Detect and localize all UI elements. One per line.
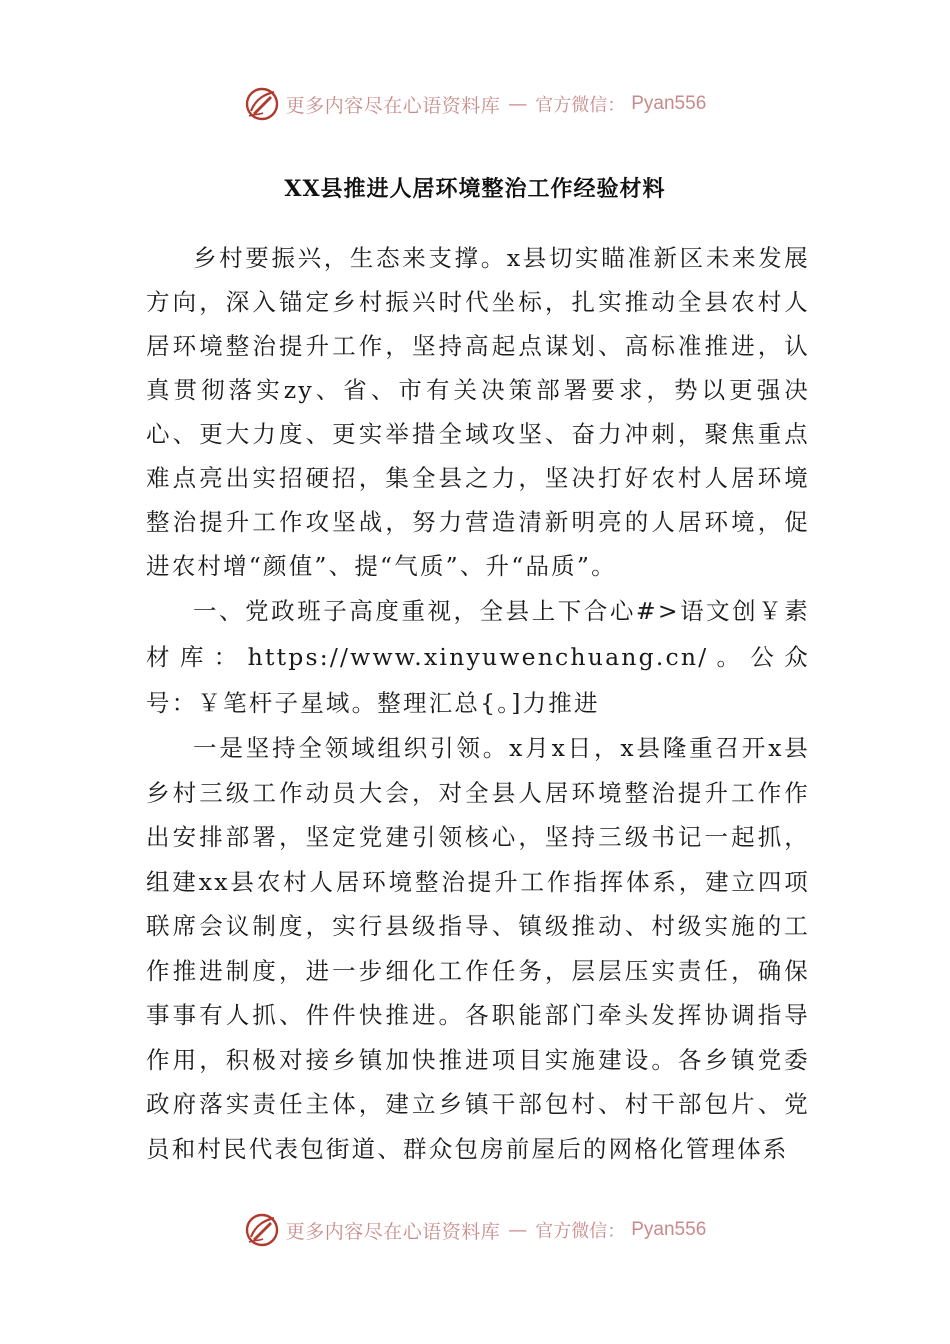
- pen-logo-icon: [244, 86, 280, 122]
- banner-dash: —: [508, 93, 528, 115]
- section-heading: 一、党政班子高度重视，全县上下合心#>语文创￥素材库：https://www.xinyuwenchuang.cn/。公众号：￥笔杆子星域。整理汇总{。]力推进: [146, 597, 810, 717]
- header-watermark-banner: [0, 82, 950, 126]
- pen-logo-icon: [244, 1212, 280, 1248]
- footer-watermark-banner: [0, 1208, 950, 1252]
- banner-dash: —: [508, 1219, 528, 1241]
- document-title: XX县推进人居环境整治工作经验材料: [284, 176, 666, 202]
- banner-site-text: 更多内容尽在心语资料库: [285, 1220, 501, 1243]
- banner-wechat-id: Pyan556: [631, 93, 707, 114]
- banner-wechat-id: Pyan556: [631, 1219, 707, 1240]
- document-body: [146, 236, 810, 1171]
- body-paragraph: 一是坚持全领域组织引领。x月x日，x县隆重召开x县乡村三级工作动员大会，对全县人居环境整治提升工作作出安排部署，坚定党建引领核心，坚持三级书记一起抓，组建xx县农村人居环境整治提升工作指挥体系，建立四项联席会议制度，实行县级指导、镇级推动、村级实施的工作推进制度，进一步细化工作任务，层层压实责任，确保事事有人抓、件件快推进。各职能部门牵头发挥协调指导作用，积极对接乡镇加快推进项目实施建设。各乡镇党委政府落实责任主体，建立乡镇干部包村、村干部包片、党员和村民代表包街道、群众包房前屋后的网格化管理体系: [146, 734, 810, 1163]
- banner-site-text: 更多内容尽在心语资料库: [285, 94, 501, 117]
- banner-wechat-label: 官方微信：: [535, 95, 626, 116]
- banner-wechat-label: 官方微信：: [535, 1221, 626, 1242]
- intro-paragraph: 乡村要振兴，生态来支撑。x县切实瞄准新区未来发展方向，深入锚定乡村振兴时代坐标，扎实推动全县农村人居环境整治提升工作，坚持高起点谋划、高标准推进，认真贯彻落实zy、省、市有关决策部署要求，势以更强决心、更大力度、更实举措全域攻坚、奋力冲刺，聚焦重点难点亮出实招硬招，集全县之力，坚决打好农村人居环境整治提升工作攻坚战，努力营造清新明亮的人居环境，促进农村增“颜值”、提“气质”、升“品质”。: [146, 244, 810, 580]
